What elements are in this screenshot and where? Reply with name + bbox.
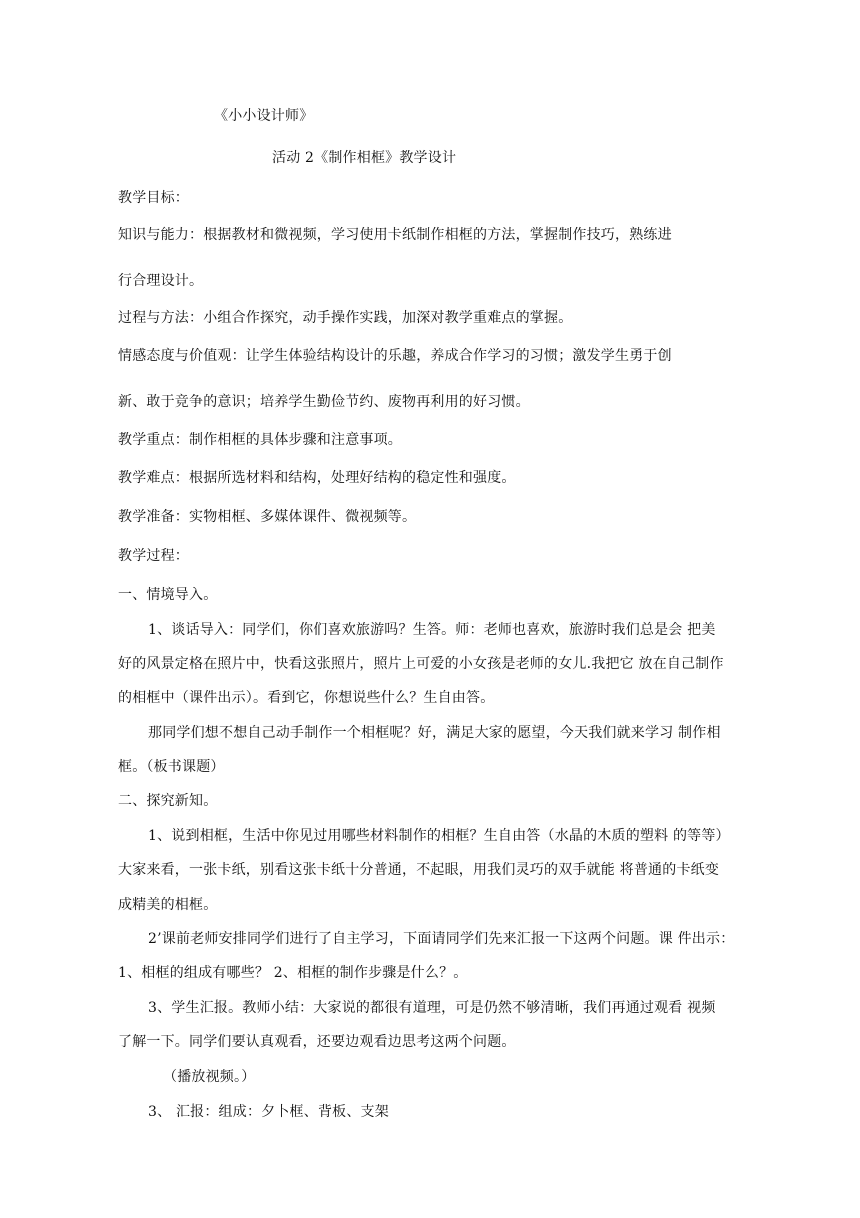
section-2-paragraph-1-line-3: 成精美的相框。 [118, 897, 218, 913]
report-components: 3、 汇报：组成：夕卜框、背板、支架 [148, 1104, 389, 1120]
section-1-paragraph-2-line-1: 那同学们想不想自己动手制作一个相框呢？好，满足大家的愿望，今天我们就来学习 制作相 [148, 725, 721, 741]
goal-emotion-line-1: 情感态度与价值观：让学生体验结构设计的乐趣，养成合作学习的习惯；激发学生勇于创 [118, 348, 672, 364]
section-2-paragraph-3-line-2: 了解一下。同学们要认真观看，还要边观看边思考这两个问题。 [118, 1034, 516, 1050]
key-point: 教学重点：制作相框的具体步骤和注意事项。 [118, 432, 402, 448]
section-1-paragraph-1-line-1: 1、谈话导入：同学们，你们喜欢旅游吗？生答。师：老师也喜欢，旅游时我们总是会 把美 [148, 622, 716, 638]
goals-heading: 教学目标： [118, 190, 189, 206]
goal-process: 过程与方法：小组合作探究，动手操作实践，加深对教学重难点的掌握。 [118, 310, 573, 326]
section-2-heading: 二、探究新知。 [118, 793, 218, 809]
process-heading: 教学过程： [118, 548, 189, 564]
section-2-paragraph-2-line-2: 1、相框的组成有哪些？ 2、相框的制作步骤是什么？。 [118, 965, 468, 981]
goal-knowledge-line-2: 行合理设计。 [118, 273, 204, 289]
series-title: 《小小设计师》 [214, 108, 314, 124]
section-1-paragraph-1-line-2: 好的风景定格在照片中，快看这张照片，照片上可爱的小女孩是老师的女儿.我把它 放在自己制作 [118, 656, 724, 672]
section-2-paragraph-3-line-1: 3、学生汇报。教师小结：大家说的都很有道理，可是仍然不够清晰，我们再通过观看 视频 [148, 1000, 716, 1016]
goal-emotion-line-2: 新、敢于竞争的意识；培养学生勤俭节约、废物再利用的好习惯。 [118, 394, 530, 410]
preparation: 教学准备：实物相框、多媒体课件、微视频等。 [118, 509, 417, 525]
play-video-note: （播放视频。） [163, 1069, 256, 1085]
section-1-paragraph-2-line-2: 框。（板书课题） [118, 759, 225, 775]
goal-knowledge-line-1: 知识与能力：根据教材和微视频，学习使用卡纸制作相框的方法，掌握制作技巧，熟练进 [118, 227, 672, 243]
section-1-heading: 一、情境导入。 [118, 587, 218, 603]
difficulty: 教学难点：根据所选材料和结构，处理好结构的稳定性和强度。 [118, 470, 516, 486]
section-2-paragraph-1-line-1: 1、说到相框，生活中你见过用哪些材料制作的相框？生自由答（水晶的木质的塑料 的等等） [148, 828, 730, 844]
section-2-paragraph-1-line-2: 大家来看，一张卡纸，别看这张卡纸十分普通，不起眼，用我们灵巧的双手就能 将普通的卡纸变 [118, 862, 720, 878]
section-1-paragraph-1-line-3: 的相框中（课件出示）。看到它，你想说些什么？生自由答。 [118, 690, 495, 706]
section-2-paragraph-2-line-1: 2’课前老师安排同学们进行了自主学习，下面请同学们先来汇报一下这两个问题。课 件出示： [148, 931, 735, 947]
activity-title: 活动 2《制作相框》教学设计 [272, 150, 457, 166]
